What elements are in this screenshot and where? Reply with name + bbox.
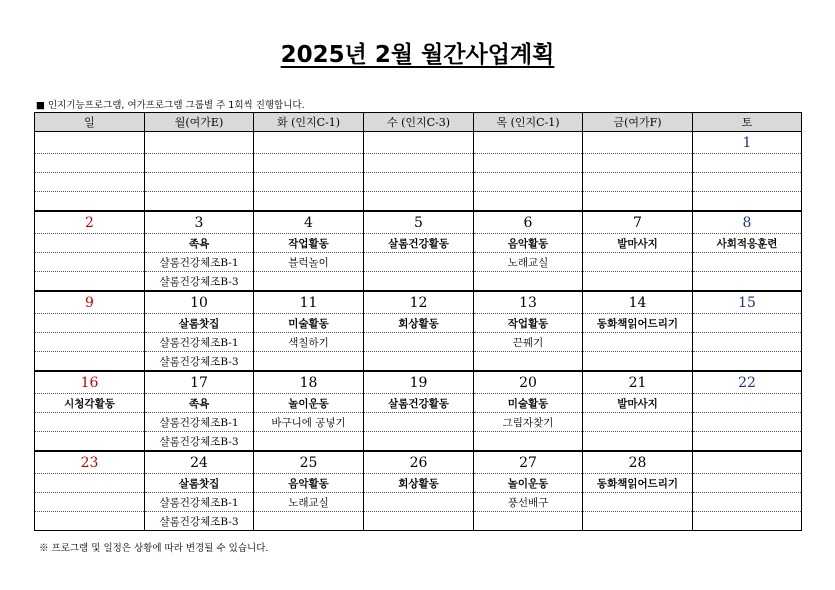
- sub-activity-cell: 샬롬건강체조B-1: [145, 253, 254, 272]
- date-cell: 21: [583, 371, 693, 394]
- sub-activity-cell: 바구니에 공넣기: [254, 413, 364, 432]
- sub-activity-cell: [693, 352, 802, 372]
- header-sunday: 일: [35, 113, 145, 132]
- sub-activity-cell: [254, 192, 364, 212]
- week-1-dates-row: [35, 132, 802, 154]
- activity-cell: 살롬건강활동: [364, 234, 474, 253]
- activity-cell: 미술활동: [254, 314, 364, 333]
- sub-activity-cell: 샬롬건강체조B-1: [145, 493, 254, 512]
- activity-cell: 살롬찻집: [145, 474, 254, 493]
- date-cell: 4: [254, 211, 364, 234]
- date-cell: 17: [145, 371, 254, 394]
- week-1-activities-row: [35, 154, 802, 173]
- sub-activity-cell: [254, 352, 364, 372]
- date-cell: 10: [145, 291, 254, 314]
- activity-cell: 발마사지: [583, 234, 693, 253]
- week-5-dates-row: [35, 451, 802, 474]
- date-cell: [145, 132, 254, 154]
- sub-activity-cell: 샬롬건강체조B-3: [145, 512, 254, 531]
- activity-cell: 시청각활동: [35, 394, 145, 413]
- date-cell: [254, 132, 364, 154]
- sub-activity-cell: [474, 512, 583, 531]
- sub-activity-cell: 그림자찾기: [474, 413, 583, 432]
- sub-activity-cell: 샬롬건강체조B-3: [145, 432, 254, 452]
- sub-activity-cell: [35, 192, 145, 212]
- date-cell: 22: [693, 371, 802, 394]
- sub-activity-cell: [364, 432, 474, 452]
- sub-activity-cell: [474, 352, 583, 372]
- week-5-sub1-row: [35, 493, 802, 512]
- activity-cell: 놀이운동: [474, 474, 583, 493]
- sub-activity-cell: [693, 493, 802, 512]
- sub-activity-cell: [35, 272, 145, 292]
- sub-activity-cell: [693, 253, 802, 272]
- date-cell: [35, 132, 145, 154]
- sub-activity-cell: [693, 272, 802, 292]
- week-2-activities-row: [35, 234, 802, 253]
- week-4-sub1-row: [35, 413, 802, 432]
- activity-cell: [693, 394, 802, 413]
- activity-cell: 동화책읽어드리기: [583, 474, 693, 493]
- activity-cell: [583, 154, 693, 173]
- header-saturday: 토: [693, 113, 802, 132]
- sub-activity-cell: [364, 493, 474, 512]
- sub-activity-cell: [583, 192, 693, 212]
- sub-activity-cell: 샬롬건강체조B-1: [145, 333, 254, 352]
- activity-cell: [35, 474, 145, 493]
- sub-activity-cell: [364, 413, 474, 432]
- sub-activity-cell: [145, 192, 254, 212]
- sub-activity-cell: [583, 352, 693, 372]
- date-cell: 18: [254, 371, 364, 394]
- activity-cell: 족욕: [145, 234, 254, 253]
- activity-cell: 미술활동: [474, 394, 583, 413]
- sub-activity-cell: [35, 333, 145, 352]
- sub-activity-cell: [693, 512, 802, 531]
- date-cell: 11: [254, 291, 364, 314]
- sub-activity-cell: [254, 432, 364, 452]
- sub-activity-cell: [583, 173, 693, 192]
- sub-activity-cell: [35, 432, 145, 452]
- week-3-activities-row: [35, 314, 802, 333]
- date-cell: 13: [474, 291, 583, 314]
- sub-activity-cell: [364, 192, 474, 212]
- date-cell: 3: [145, 211, 254, 234]
- week-3-dates-row: [35, 291, 802, 314]
- date-cell: 5: [364, 211, 474, 234]
- sub-activity-cell: [583, 253, 693, 272]
- activity-cell: 음악활동: [254, 474, 364, 493]
- date-cell: 2: [35, 211, 145, 234]
- sub-activity-cell: [474, 272, 583, 292]
- sub-activity-cell: [693, 333, 802, 352]
- date-cell: 16: [35, 371, 145, 394]
- date-cell: 14: [583, 291, 693, 314]
- activity-cell: 살롬찻집: [145, 314, 254, 333]
- sub-activity-cell: [35, 413, 145, 432]
- date-cell: 23: [35, 451, 145, 474]
- activity-cell: [364, 154, 474, 173]
- sub-activity-cell: [35, 493, 145, 512]
- sub-activity-cell: 끈꿰기: [474, 333, 583, 352]
- sub-activity-cell: 노래교실: [254, 493, 364, 512]
- week-4-dates-row: [35, 371, 802, 394]
- date-cell: 6: [474, 211, 583, 234]
- sub-activity-cell: [693, 432, 802, 452]
- activity-cell: 작업활동: [254, 234, 364, 253]
- calendar-table: [34, 112, 802, 531]
- week-2-dates-row: [35, 211, 802, 234]
- date-cell: [474, 132, 583, 154]
- week-5-sub2-row: [35, 512, 802, 531]
- sub-activity-cell: [583, 413, 693, 432]
- calendar-header-row: [35, 113, 802, 132]
- page-title: 2025년 2월 월간사업계획: [280, 42, 555, 68]
- sub-activity-cell: [364, 352, 474, 372]
- activity-cell: [35, 154, 145, 173]
- activity-cell: 사회적응훈련: [693, 234, 802, 253]
- week-2-sub2-row: [35, 272, 802, 292]
- date-cell: 26: [364, 451, 474, 474]
- header-thursday: 목 (인지C-1): [474, 113, 583, 132]
- sub-activity-cell: [474, 192, 583, 212]
- sub-activity-cell: 노래교실: [474, 253, 583, 272]
- sub-activity-cell: [35, 352, 145, 372]
- sub-activity-cell: 샬롬건강체조B-3: [145, 272, 254, 292]
- header-tuesday: 화 (인지C-1): [254, 113, 364, 132]
- sub-activity-cell: [583, 493, 693, 512]
- sub-activity-cell: [364, 253, 474, 272]
- activity-cell: [693, 154, 802, 173]
- date-cell: [693, 451, 802, 474]
- calendar-body: [35, 132, 802, 531]
- header-wednesday: 수 (인지C-3): [364, 113, 474, 132]
- activity-cell: [35, 234, 145, 253]
- header-monday: 월(여가E): [145, 113, 254, 132]
- activity-cell: [35, 314, 145, 333]
- date-cell: [364, 132, 474, 154]
- date-cell: 25: [254, 451, 364, 474]
- sub-activity-cell: [364, 333, 474, 352]
- sub-activity-cell: 풍선배구: [474, 493, 583, 512]
- sub-activity-cell: [254, 173, 364, 192]
- sub-activity-cell: [254, 512, 364, 531]
- schedule-change-note: ※ 프로그램 및 일정은 상황에 따라 변경될 수 있습니다.: [39, 543, 269, 554]
- sub-activity-cell: [35, 512, 145, 531]
- date-cell: [583, 132, 693, 154]
- week-3-sub2-row: [35, 352, 802, 372]
- date-cell: 28: [583, 451, 693, 474]
- date-cell: 9: [35, 291, 145, 314]
- activity-cell: 회상활동: [364, 474, 474, 493]
- week-3-sub1-row: [35, 333, 802, 352]
- activity-cell: [693, 474, 802, 493]
- sub-activity-cell: [254, 272, 364, 292]
- header-friday: 금(여가F): [583, 113, 693, 132]
- activity-cell: 발마사지: [583, 394, 693, 413]
- activity-cell: [474, 154, 583, 173]
- sub-activity-cell: [583, 272, 693, 292]
- week-4-activities-row: [35, 394, 802, 413]
- activity-cell: [254, 154, 364, 173]
- sub-activity-cell: [35, 173, 145, 192]
- week-1-sub2-row: [35, 192, 802, 212]
- sub-activity-cell: 샬롬건강체조B-3: [145, 352, 254, 372]
- sub-activity-cell: 샬롬건강체조B-1: [145, 413, 254, 432]
- activity-cell: 음악활동: [474, 234, 583, 253]
- week-2-sub1-row: [35, 253, 802, 272]
- date-cell: 20: [474, 371, 583, 394]
- date-cell: 19: [364, 371, 474, 394]
- sub-activity-cell: [364, 173, 474, 192]
- sub-activity-cell: [693, 173, 802, 192]
- program-note: ■ 인지기능프로그램, 여가프로그램 그룹별 주 1회씩 진행합니다.: [36, 100, 305, 111]
- sub-activity-cell: [693, 192, 802, 212]
- activity-cell: 동화책읽어드리기: [583, 314, 693, 333]
- week-1-sub1-row: [35, 173, 802, 192]
- activity-cell: [693, 314, 802, 333]
- week-4-sub2-row: [35, 432, 802, 452]
- date-cell: 24: [145, 451, 254, 474]
- week-5-activities-row: [35, 474, 802, 493]
- sub-activity-cell: [364, 272, 474, 292]
- activity-cell: 놀이운동: [254, 394, 364, 413]
- activity-cell: 살롬건강활동: [364, 394, 474, 413]
- date-cell: 1: [693, 132, 802, 154]
- sub-activity-cell: [35, 253, 145, 272]
- date-cell: 12: [364, 291, 474, 314]
- sub-activity-cell: [583, 333, 693, 352]
- sub-activity-cell: 색칠하기: [254, 333, 364, 352]
- sub-activity-cell: [474, 173, 583, 192]
- activity-cell: 족욕: [145, 394, 254, 413]
- date-cell: 27: [474, 451, 583, 474]
- sub-activity-cell: 블럭놀이: [254, 253, 364, 272]
- sub-activity-cell: [693, 413, 802, 432]
- sub-activity-cell: [474, 432, 583, 452]
- activity-cell: [145, 154, 254, 173]
- sub-activity-cell: [145, 173, 254, 192]
- date-cell: 7: [583, 211, 693, 234]
- date-cell: 8: [693, 211, 802, 234]
- sub-activity-cell: [364, 512, 474, 531]
- sub-activity-cell: [583, 432, 693, 452]
- activity-cell: 작업활동: [474, 314, 583, 333]
- date-cell: 15: [693, 291, 802, 314]
- activity-cell: 회상활동: [364, 314, 474, 333]
- sub-activity-cell: [583, 512, 693, 531]
